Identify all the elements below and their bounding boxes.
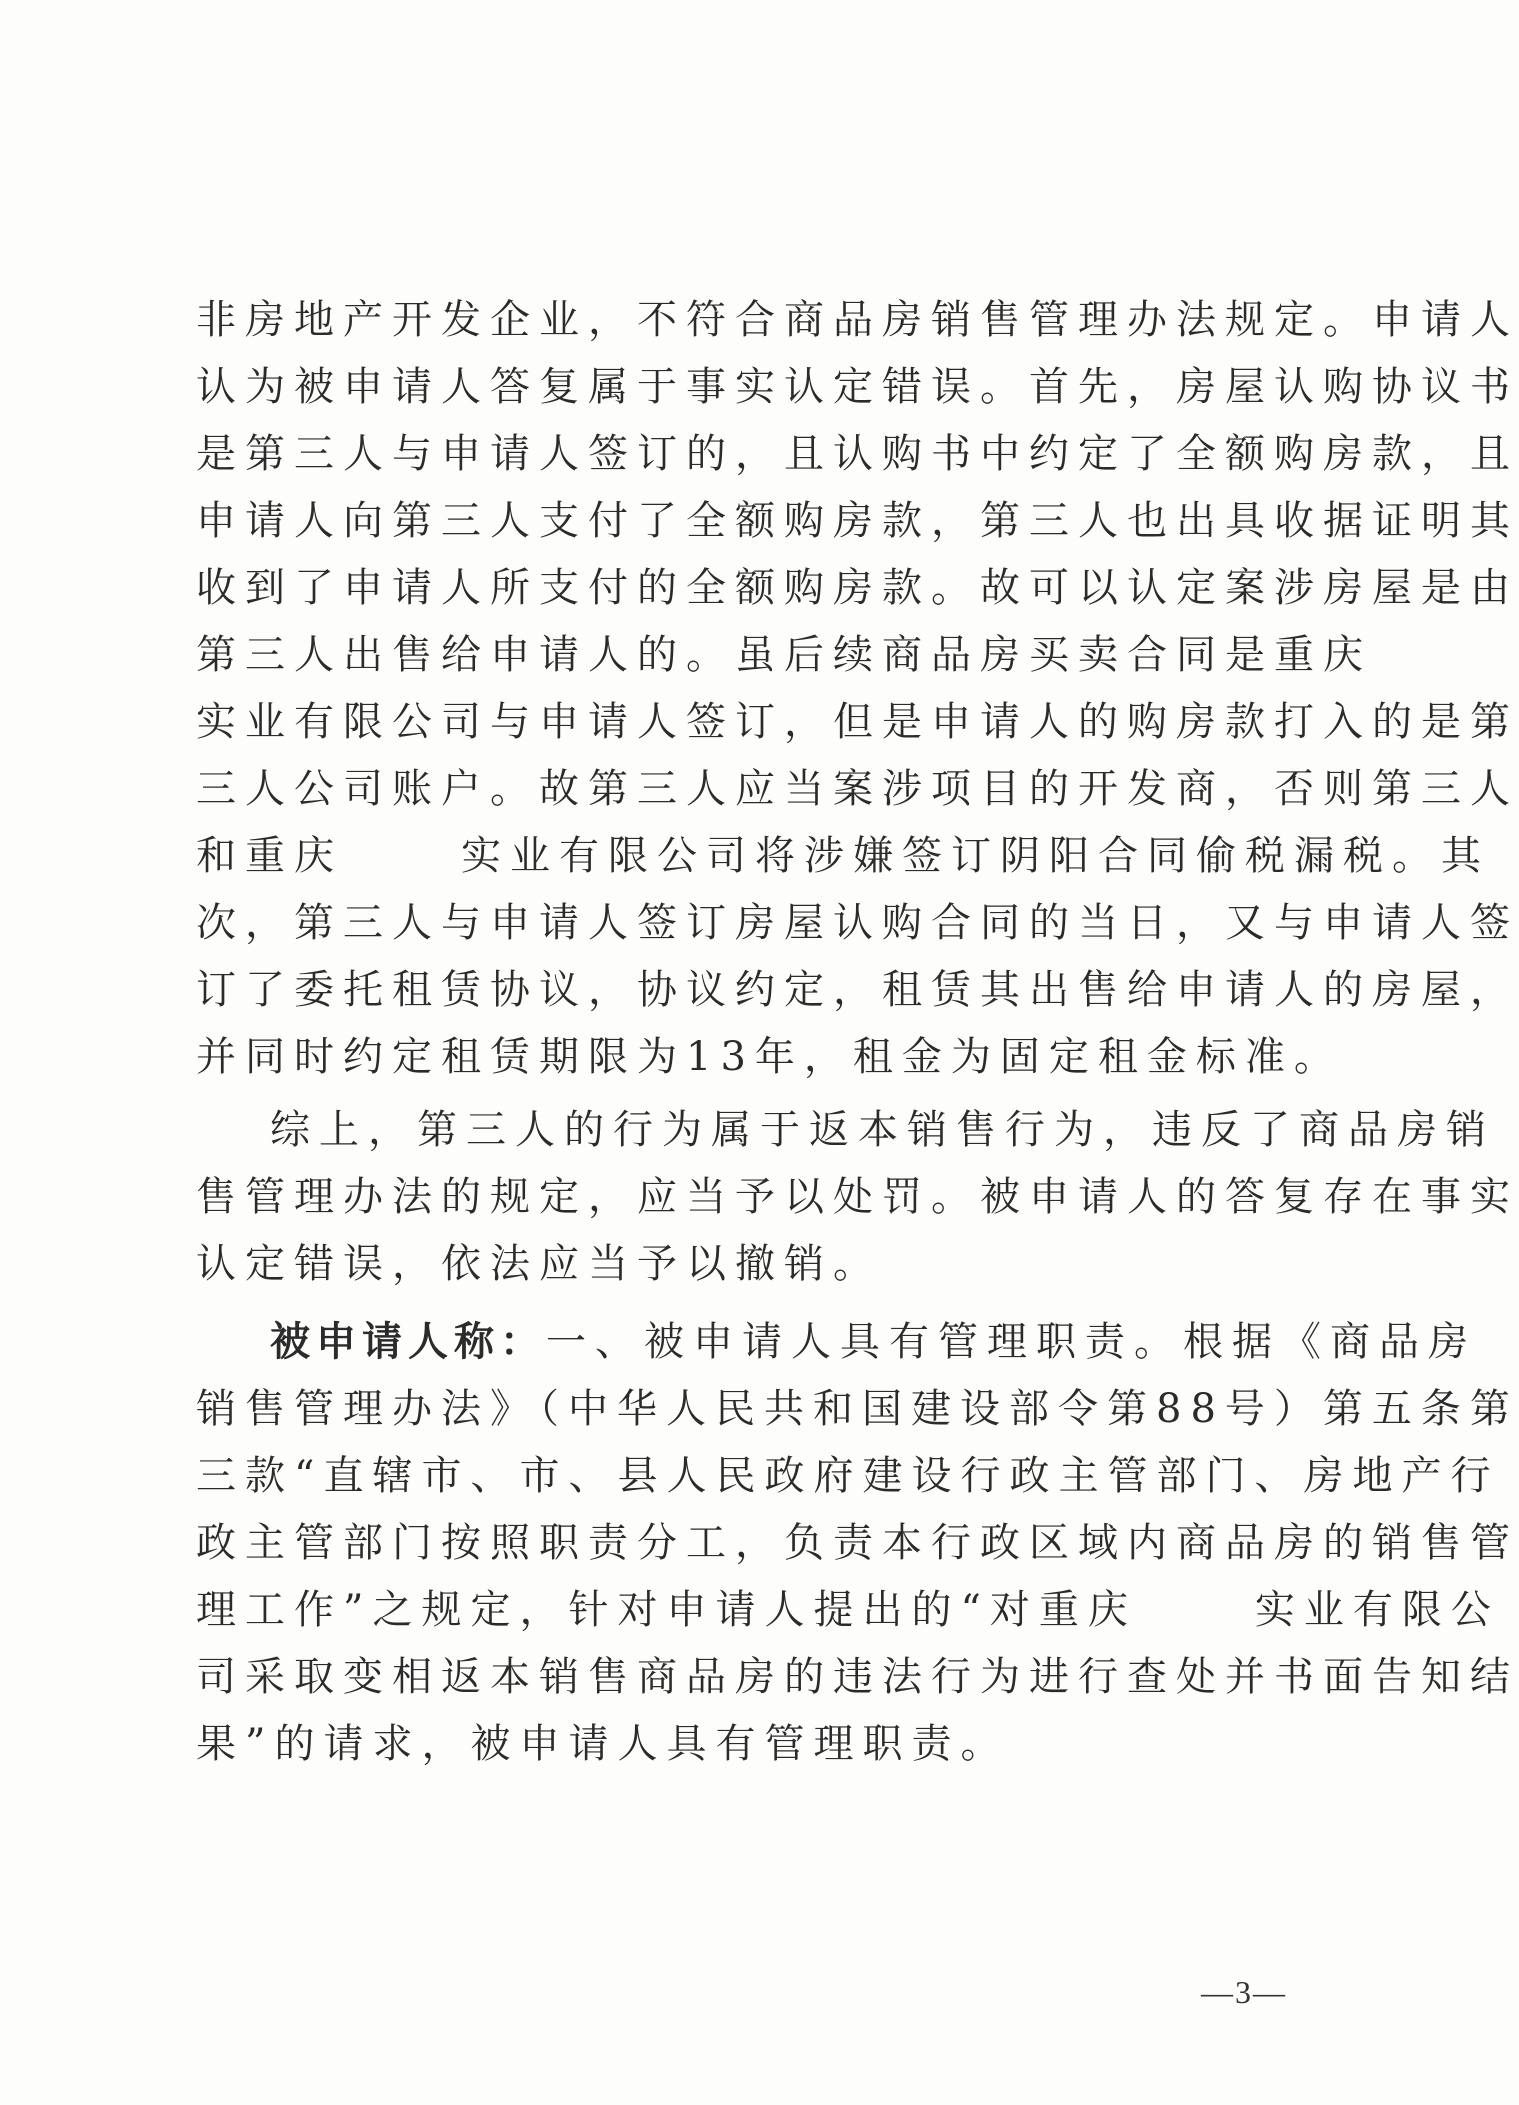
paragraph-3-line-5-part2: 实业有限公 (1254, 1587, 1500, 1633)
body-line-9-part2: 实业有限公司将涉嫌签订阴阳合同偷税漏税。其 (461, 833, 1490, 879)
paragraph-3-line-5 (196, 1580, 1500, 1640)
paragraph-3-line-2: 销售管理办法》（中华人民共和国建设部令第88号）第五条第 (196, 1386, 1519, 1432)
body-line-12: 并同时约定租赁期限为13年，租金为固定租金标准。 (196, 1034, 1343, 1080)
body-line-2: 认为被申请人答复属于事实认定错误。首先，房屋认购协议书 (196, 364, 1519, 410)
body-line-9-part1: 和重庆 (196, 833, 343, 879)
body-line-10: 次，第三人与申请人签订房屋认购合同的当日，又与申请人签 (196, 900, 1519, 946)
paragraph-3-line-6: 司采取变相返本销售商品房的违法行为进行查处并书面告知结 (196, 1654, 1519, 1700)
paragraph-3-line-4: 政主管部门按照职责分工，负责本行政区域内商品房的销售管 (196, 1520, 1519, 1566)
respondent-statement-label: 被申请人称： (270, 1319, 546, 1365)
paragraph-3-line-7: 果”的请求，被申请人具有管理职责。 (196, 1721, 1010, 1767)
paragraph-3-line-3: 三款“直辖市、市、县人民政府建设行政主管部门、房地产行 (196, 1453, 1500, 1499)
body-line-1: 非房地产开发企业，不符合商品房销售管理办法规定。申请人 (196, 297, 1519, 343)
paragraph-2-line-3: 认定错误，依法应当予以撤销。 (196, 1241, 882, 1287)
paragraph-3-first-line (270, 1312, 1477, 1372)
paragraph-2-line-2: 售管理办法的规定，应当予以处罚。被申请人的答复存在事实 (196, 1174, 1519, 1220)
body-line-6: 第三人出售给申请人的。虽后续商品房买卖合同是重庆 (196, 632, 1372, 678)
body-line-11: 订了委托租赁协议，协议约定，租赁其出售给申请人的房屋， (196, 967, 1519, 1013)
body-line-7: 实业有限公司与申请人签订，但是申请人的购房款打入的是第 (196, 699, 1519, 745)
body-line-8: 三人公司账户。故第三人应当案涉项目的开发商，否则第三人 (196, 766, 1519, 812)
page-number: —3— (1201, 1974, 1287, 2010)
paragraph-3-first-text: 一、被申请人具有管理职责。根据《商品房 (546, 1319, 1477, 1365)
body-line-4: 申请人向第三人支付了全额购房款，第三人也出具收据证明其 (196, 498, 1519, 544)
body-line-3: 是第三人与申请人签订的，且认购书中约定了全额购房款，且 (196, 431, 1519, 477)
body-line-9 (196, 826, 1490, 886)
body-line-5: 收到了申请人所支付的全额购房款。故可以认定案涉房屋是由 (196, 565, 1519, 611)
paragraph-3-line-5-part1: 理工作”之规定，针对申请人提出的“对重庆 (196, 1587, 1137, 1633)
paragraph-2-first-line: 综上，第三人的行为属于返本销售行为，违反了商品房销 (270, 1107, 1495, 1153)
